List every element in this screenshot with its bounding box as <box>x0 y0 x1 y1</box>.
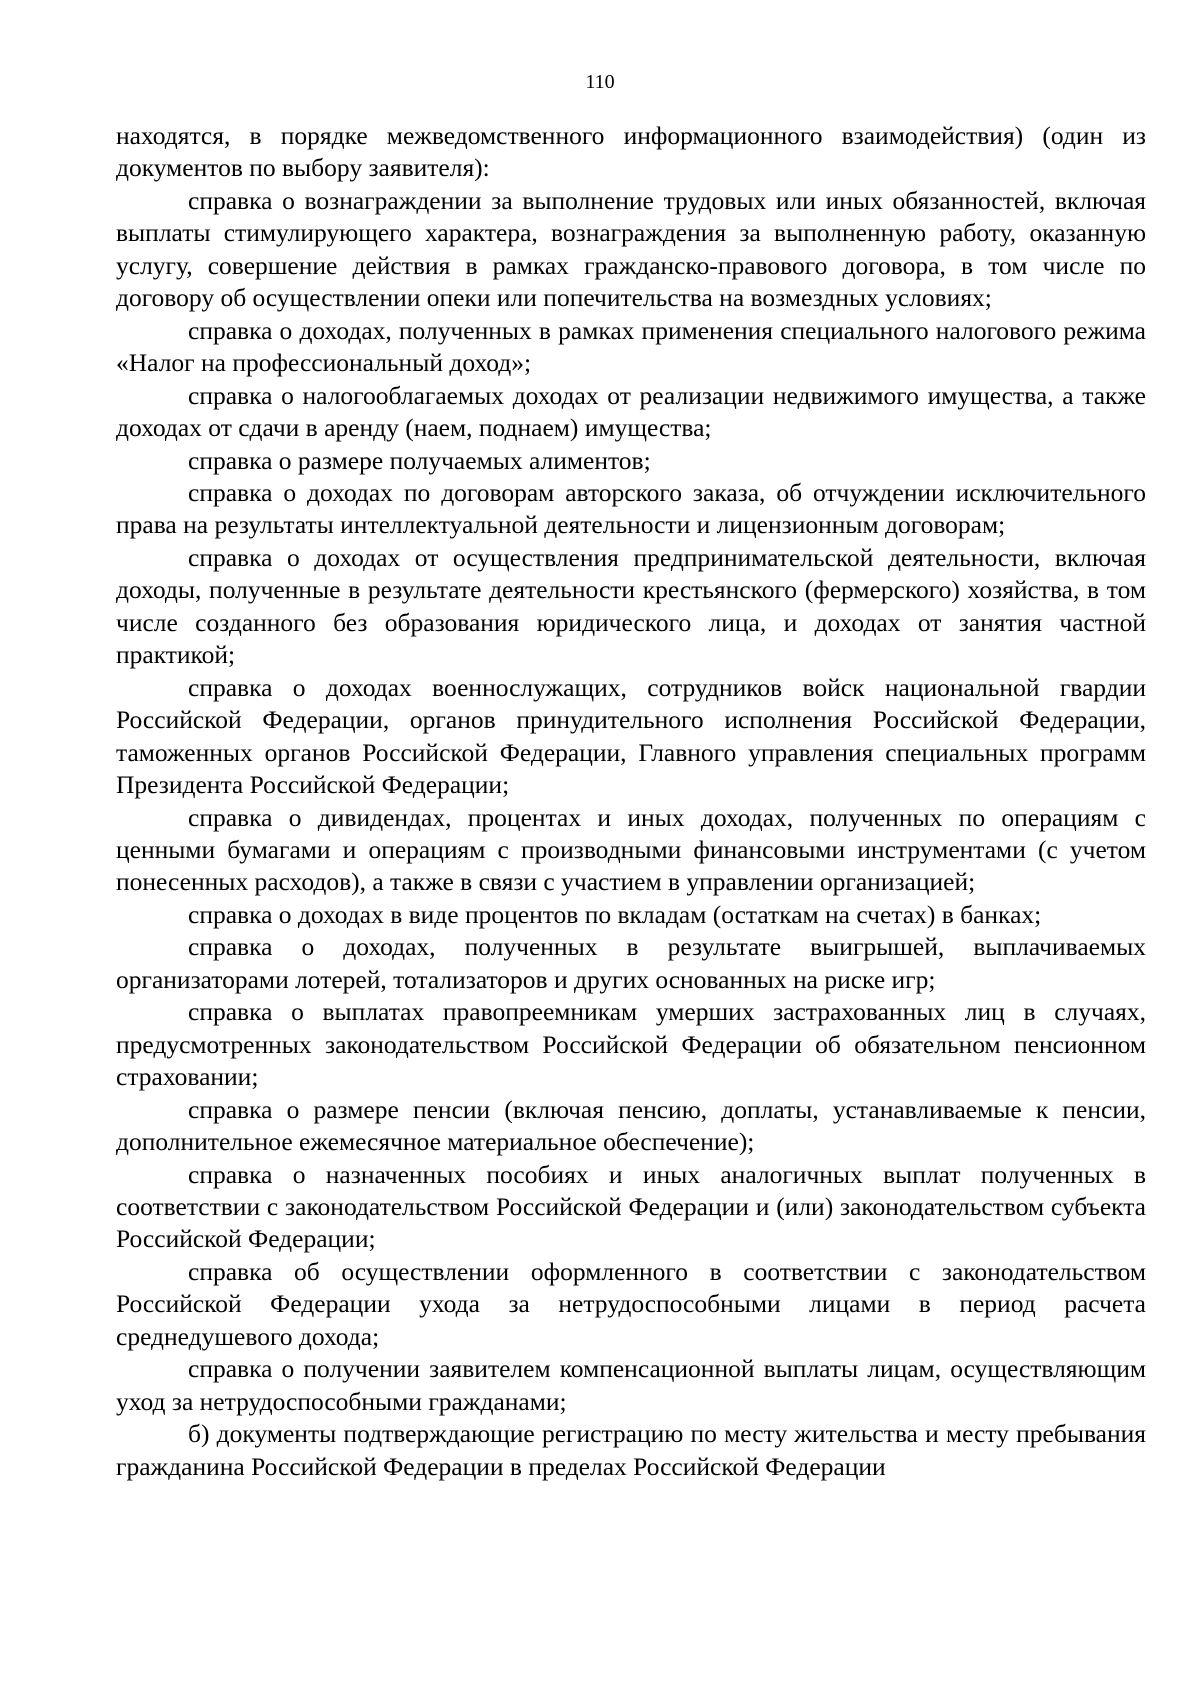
paragraph-professional-income-tax: справка о доходах, полученных в рамках применения специального налогового режима «Налог на профессиональный доход»; <box>116 315 1146 378</box>
paragraph-alimony: справка о размере получаемых алиментов; <box>188 445 651 475</box>
paragraph-copyright-income: справка о доходах по договорам авторского заказа, об отчуждении исключительного права на результаты интеллектуальной деятельности и лицензионным договорам; <box>116 477 1146 540</box>
paragraph-dividends: справка о дивидендах, процентах и иных доходах, полученных по операциям с ценными бумагами и операциям с производными финансовыми инструментами (с учетом понесенных расходов), а также в связи с участием в управлении организацией; <box>116 802 1146 897</box>
paragraph-caregiver-compensation: справка о получении заявителем компенсационной выплаты лицам, осуществляющим уход за нетрудоспособными гражданами; <box>116 1354 1146 1416</box>
paragraph-lottery-winnings: справка о доходах, полученных в результате выигрышей, выплачиваемых организаторами лотерей, тотализаторов и других основанных на риске игр; <box>116 932 1146 994</box>
paragraph-benefits: справка о назначенных пособиях и иных аналогичных выплат полученных в соответствии с законодательством Российской Федерации и (или) законодательством субъекта Российской Федерации; <box>116 1159 1146 1254</box>
page-number: 110 <box>585 71 615 93</box>
paragraph-pension: справка о размере пенсии (включая пенсию, доплаты, устанавливаемые к пенсии, дополнительное ежемесячное материальное обеспечение); <box>116 1094 1146 1157</box>
paragraph-care-registration: справка об осуществлении оформленного в соответствии с законодательством Российской Федерации ухода за нетрудоспособными лицами в период расчета среднедушевого дохода; <box>116 1256 1146 1351</box>
paragraph-residence-documents: б) документы подтверждающие регистрацию по месту жительства и месту пребывания гражданина Российской Федерации в пределах Российской Федерации <box>116 1419 1146 1481</box>
paragraph-successor-payments: справка о выплатах правопреемникам умерших застрахованных лиц в случаях, предусмотренных законодательством Российской Федерации об обязательном пенсионном страховании; <box>116 997 1146 1092</box>
paragraph-bank-interest: справка о доходах в виде процентов по вкладам (остаткам на счетах) в банках; <box>188 899 1042 929</box>
paragraph-remuneration-certificate: справка о вознаграждении за выполнение трудовых или иных обязанностей, включая выплаты стимулирующего характера, вознаграждения за выполненную работу, оказанную услугу, совершение действия в рамках гражданско-правового договора, в том числе по договору об осуществлении опеки или попечительства на возмездных условиях; <box>116 185 1146 313</box>
paragraph-business-income: справка о доходах от осуществления предпринимательской деятельности, включая доходы, полученные в результате деятельности крестьянского (фермерского) хозяйства, в том числе созданного без образования юридического лица, и доходах от занятия частной практикой; <box>116 542 1146 670</box>
paragraph-continuation: находятся, в порядке межведомственного информационного взаимодействия) (один из документов по выбору заявителя): <box>116 121 1146 183</box>
paragraph-military-income: справка о доходах военнослужащих, сотрудников войск национальной гвардии Российской Федерации, органов принудительного исполнения Российской Федерации, таможенных органов Российской Федерации, Главного управления специальных программ Президента Российской Федерации; <box>116 672 1146 800</box>
paragraph-real-estate-income: справка о налогооблагаемых доходах от реализации недвижимого имущества, а также доходах от сдачи в аренду (наем, поднаем) имущества; <box>116 380 1146 443</box>
document-body <box>116 120 1146 1483</box>
